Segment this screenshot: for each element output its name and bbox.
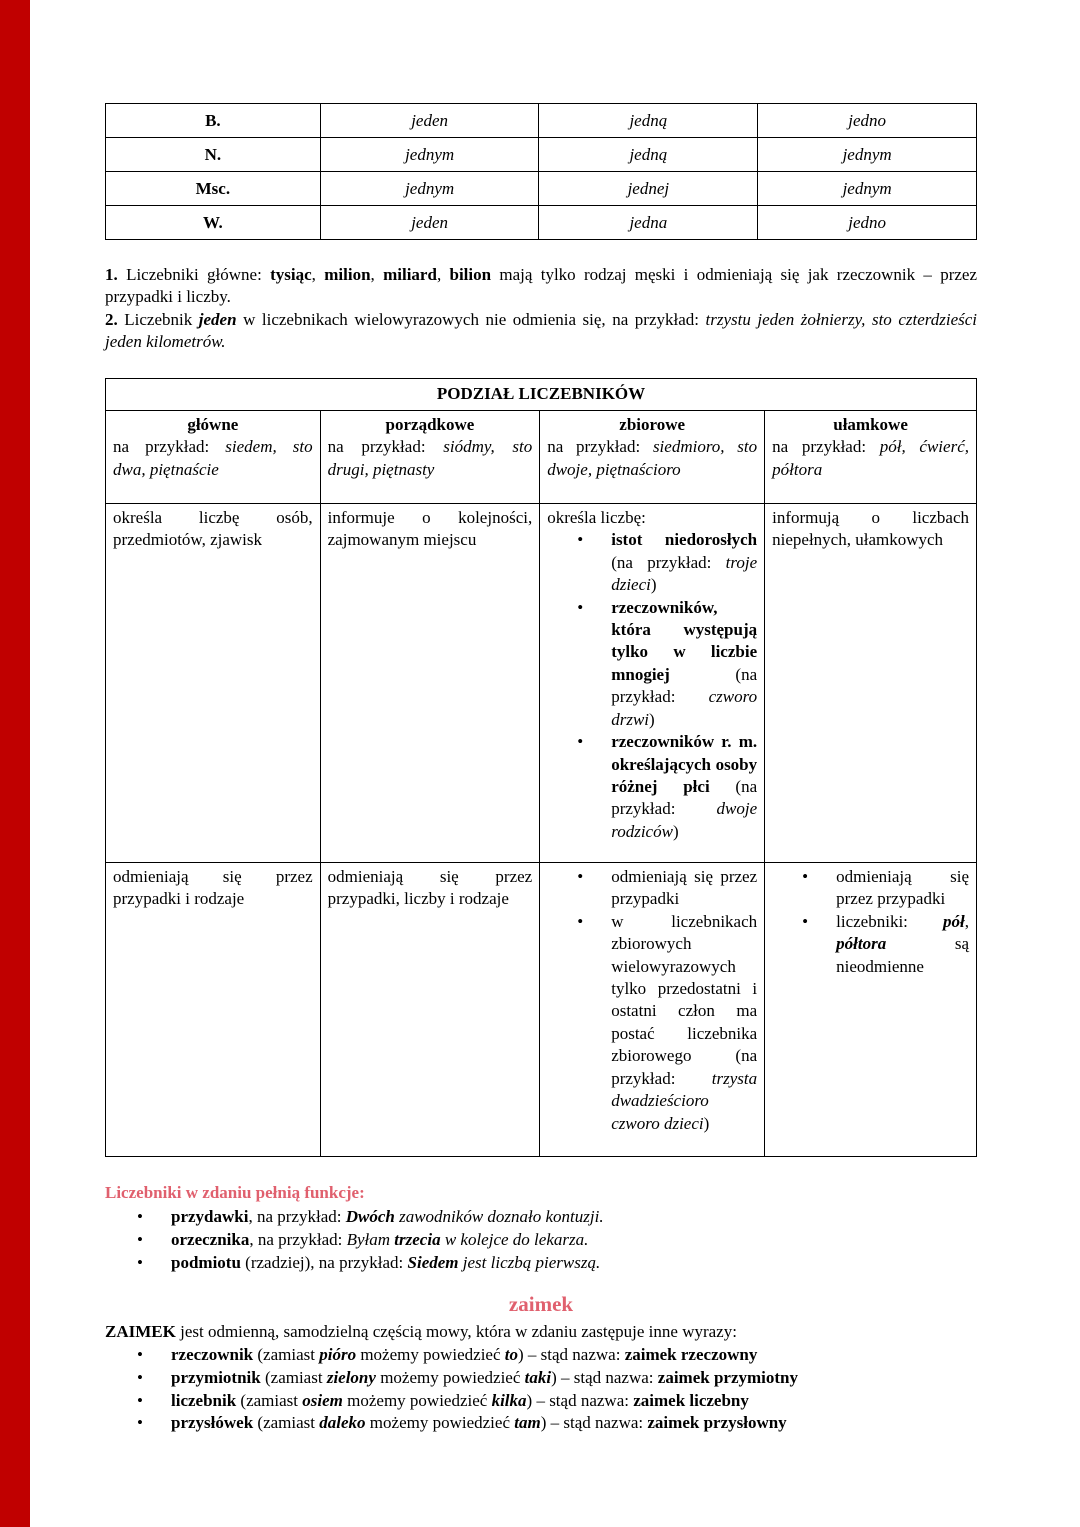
inflection-row	[106, 862, 977, 1156]
column-name: ułamkowe	[833, 414, 908, 434]
definition-zbiorowe-list	[547, 529, 757, 843]
form-feminine: jedną	[539, 138, 758, 172]
form-neuter: jedno	[758, 206, 977, 240]
table-title: PODZIAŁ LICZEBNIKÓW	[106, 378, 977, 410]
list-item: • odmieniają się przez przypadki	[802, 866, 969, 911]
table-row	[106, 104, 977, 138]
numeral-division-table	[105, 378, 977, 1157]
case-label: B.	[106, 104, 321, 138]
inflection-ulamkowe	[765, 862, 977, 1156]
form-feminine: jedna	[539, 206, 758, 240]
note-cardinal-numerals: 1. Liczebniki główne: tysiąc, milion, miliard, bilion mają tylko rodzaj męski i odmieniają się jak rzeczownik – przez przypadki i liczby.	[105, 265, 978, 307]
zaimek-item-rzeczownik: • rzeczownik (zamiast pióro możemy powiedzieć to) – stąd nazwa: zaimek rzeczowny	[137, 1344, 977, 1367]
zaimek-list	[105, 1344, 977, 1436]
list-item: • rzeczowników, która występują tylko w liczbie mnogiej (na przykład: czworo drzwi)	[577, 597, 757, 732]
form-masculine: jednym	[320, 172, 539, 206]
inflection-glowne: odmieniają się przez przypadki i rodzaje	[106, 862, 321, 1156]
functions-heading: Liczebniki w zdaniu pełnią funkcje:	[105, 1182, 365, 1202]
case-label: N.	[106, 138, 321, 172]
form-neuter: jednym	[758, 138, 977, 172]
case-label: Msc.	[106, 172, 321, 206]
column-name: główne	[187, 414, 239, 434]
table-row	[106, 172, 977, 206]
form-masculine: jeden	[320, 206, 539, 240]
list-item: • istot niedorosłych (na przykład: troje dzieci)	[577, 529, 757, 596]
definition-row	[106, 503, 977, 862]
form-masculine: jeden	[320, 104, 539, 138]
column-name: zbiorowe	[619, 414, 686, 434]
zaimek-item-przyslowek: • przysłówek (zamiast daleko możemy powiedzieć tam) – stąd nazwa: zaimek przysłowny	[137, 1412, 977, 1435]
definition-zbiorowe-intro: określa liczbę:	[547, 507, 646, 527]
declension-table	[105, 103, 977, 240]
case-label: W.	[106, 206, 321, 240]
column-header-ulamkowe	[765, 410, 977, 503]
definition-glowne: określa liczbę osób, przedmiotów, zjawisk	[106, 503, 321, 862]
table-row	[106, 138, 977, 172]
column-header-porzadkowe	[320, 410, 540, 503]
notes-block	[105, 264, 977, 354]
column-example: na przykład: siedmioro, sto dwoje, piętnaścioro	[547, 437, 758, 479]
function-item-orzecznika: • orzecznika, na przykład: Byłam trzecia w kolejce do lekarza.	[137, 1229, 977, 1252]
list-item: • liczebniki: pół, półtora są nieodmienne	[802, 911, 969, 978]
column-header-glowne	[106, 410, 321, 503]
functions-list	[105, 1206, 977, 1275]
function-item-podmiotu: • podmiotu (rzadziej), na przykład: Siedem jest liczbą pierwszą.	[137, 1252, 977, 1275]
column-name: porządkowe	[385, 414, 475, 434]
inflection-porzadkowe: odmieniają się przez przypadki, liczby i rodzaje	[320, 862, 540, 1156]
function-item-przydawki: • przydawki, na przykład: Dwóch zawodników doznało kontuzji.	[137, 1206, 977, 1229]
left-margin-bar	[0, 0, 30, 1527]
column-example: na przykład: siódmy, sto drugi, piętnasty	[327, 437, 533, 479]
definition-porzadkowe: informuje o kolejności, zajmowanym miejscu	[320, 503, 540, 862]
column-header-zbiorowe	[540, 410, 765, 503]
zaimek-item-przymiotnik: • przymiotnik (zamiast zielony możemy powiedzieć taki) – stąd nazwa: zaimek przymiotny	[137, 1367, 977, 1390]
definition-zbiorowe	[540, 503, 765, 862]
note-jeden-invariable: 2. Liczebnik jeden w liczebnikach wielowyrazowych nie odmienia się, na przykład: trzystu jeden żołnierzy, sto czterdzieści jeden kilometrów.	[105, 309, 977, 352]
zaimek-heading: zaimek	[508, 1292, 574, 1316]
inflection-zbiorowe-list	[547, 866, 757, 1135]
column-example: na przykład: pół, ćwierć, półtora	[772, 437, 969, 479]
zaimek-item-liczebnik: • liczebnik (zamiast osiem możemy powiedzieć kilka) – stąd nazwa: zaimek liczebny	[137, 1390, 977, 1413]
form-masculine: jednym	[320, 138, 539, 172]
definition-ulamkowe: informują o liczbach niepełnych, ułamkowych	[765, 503, 977, 862]
zaimek-intro: ZAIMEK jest odmienną, samodzielną częścią mowy, która w zdaniu zastępuje inne wyrazy:	[105, 1322, 737, 1342]
form-feminine: jednej	[539, 172, 758, 206]
form-neuter: jednym	[758, 172, 977, 206]
column-headers-row	[106, 410, 977, 503]
column-example: na przykład: siedem, sto dwa, piętnaście	[113, 437, 313, 479]
form-neuter: jedno	[758, 104, 977, 138]
inflection-ulamkowe-list	[772, 866, 969, 978]
list-item: • odmieniają się przez przypadki	[577, 866, 757, 911]
list-item: • rzeczowników r. m. określających osoby różnej płci (na przykład: dwoje rodziców)	[577, 731, 757, 843]
table-row	[106, 206, 977, 240]
form-feminine: jedną	[539, 104, 758, 138]
document-content	[105, 0, 977, 1435]
inflection-zbiorowe	[540, 862, 765, 1156]
table-title-row	[106, 378, 977, 410]
list-item: • w liczebnikach zbiorowych wielowyrazowych tylko przedostatni i ostatni człon ma postać liczebnika zbiorowego (na przykład: trzysta dwadzieścioro czworo dzieci)	[577, 911, 757, 1135]
